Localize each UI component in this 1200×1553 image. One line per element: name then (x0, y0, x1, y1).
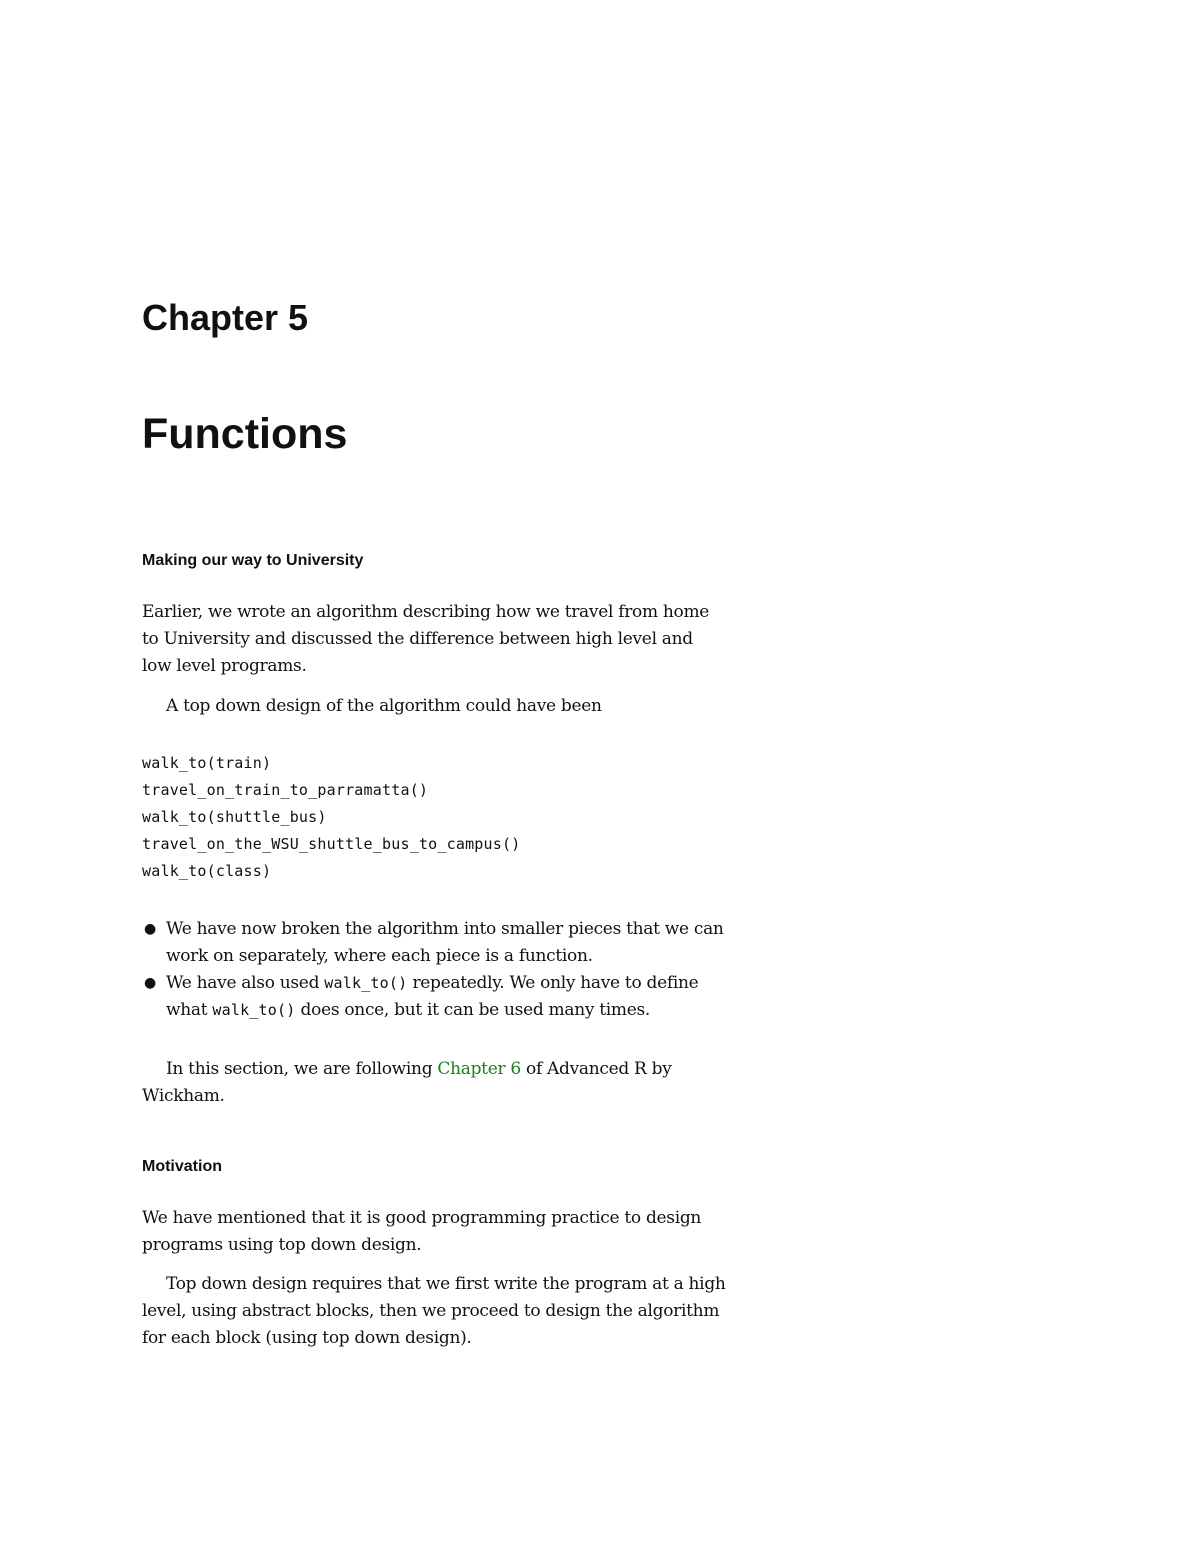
text-line: Top down design requires that we first write the program at a high (166, 1274, 726, 1294)
text-fragment: of Advanced R by (520, 1059, 672, 1079)
code-line: walk_to(train) (142, 754, 272, 772)
code-line: walk_to(shuttle_bus) (142, 808, 327, 826)
text-fragment: what (166, 1000, 213, 1020)
section-heading-making-our-way: Making our way to University (142, 552, 364, 569)
code-line: walk_to(class) (142, 862, 272, 880)
list-item (142, 916, 782, 970)
text-line (142, 1056, 762, 1083)
code-line: travel_on_train_to_parramatta() (142, 781, 429, 799)
text-fragment: In this section, we are following (166, 1059, 438, 1079)
text-line (166, 997, 782, 1024)
text-line: to University and discussed the difference between high level and (142, 629, 693, 649)
section-heading-motivation: Motivation (142, 1158, 222, 1175)
chapter-6-link[interactable]: Chapter 6 (437, 1059, 521, 1079)
code-block (142, 750, 520, 885)
chapter-title: Functions (142, 410, 348, 458)
text-line (166, 970, 782, 997)
text-line: level, using abstract blocks, then we proceed to design the algorithm (142, 1301, 720, 1321)
text-line: We have now broken the algorithm into smaller pieces that we can (166, 919, 724, 939)
text-line: low level programs. (142, 656, 307, 676)
bullet-icon: ● (144, 975, 156, 991)
list-item (142, 970, 782, 1024)
bullet-icon: ● (144, 921, 156, 937)
text-line: Earlier, we wrote an algorithm describing how we travel from home (142, 602, 710, 622)
bullet-list (142, 916, 782, 1024)
text-fragment: We have also used (166, 973, 325, 993)
text-fragment: repeatedly. We only have to define (407, 973, 699, 993)
inline-code: walk_to() (212, 1001, 296, 1019)
text-line: A top down design of the algorithm could have been (166, 696, 602, 716)
motivation-paragraph-1 (142, 1205, 762, 1259)
code-line: travel_on_the_WSU_shuttle_bus_to_campus() (142, 835, 521, 853)
text-line: programs using top down design. (142, 1235, 422, 1255)
inline-code: walk_to() (324, 974, 408, 992)
text-line: for each block (using top down design). (142, 1328, 472, 1348)
following-paragraph-cont (142, 1083, 762, 1110)
following-paragraph (142, 1056, 762, 1083)
motivation-paragraph-2 (142, 1271, 762, 1352)
text-line: We have mentioned that it is good programming practice to design (142, 1208, 702, 1228)
text-line: Wickham. (142, 1086, 225, 1106)
top-down-intro (142, 693, 762, 720)
intro-paragraph (142, 599, 762, 680)
chapter-label: Chapter 5 (142, 297, 309, 338)
text-line: work on separately, where each piece is a function. (166, 946, 593, 966)
text-fragment: does once, but it can be used many times. (295, 1000, 651, 1020)
